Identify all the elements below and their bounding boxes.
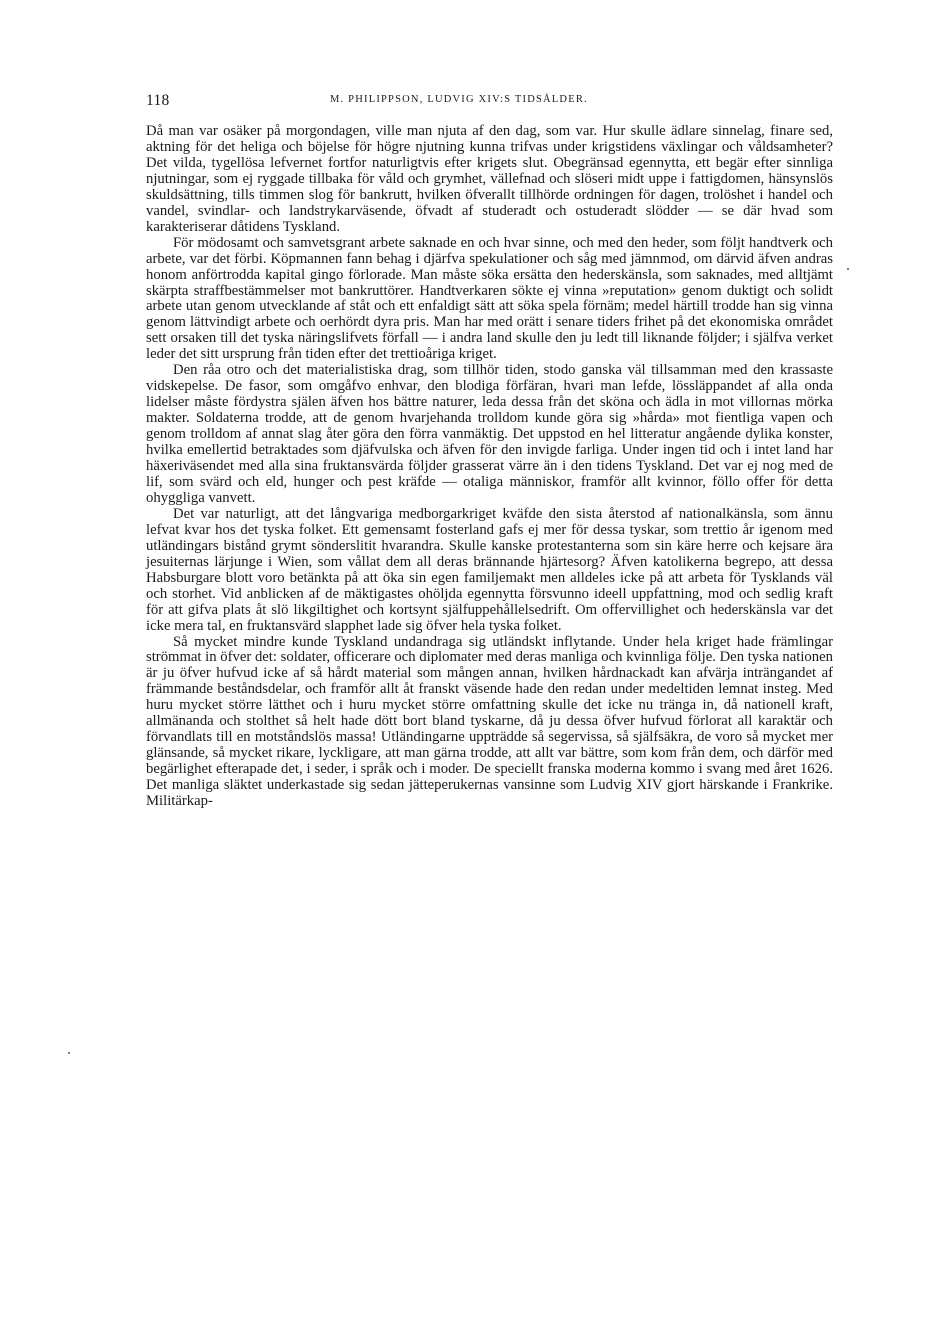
paragraph: Den råa otro och det materialistiska drag, som tillhör tiden, stodo ganska väl tillsamman med den krassaste vidskepelse. De fasor, som omgåfvo enhvar, den blodiga förfäran, hvari man lefde, lössläppandet af alla onda lidelser måste fördystra själen äfven hos bättre naturer, leda dessa från det sköna och ädla in mot villornas mörka makter. Soldaterna trodde, att de genom hvarjehanda trolldom kunde göra sig »hårda» mot fientliga vapen och genom trolldom af annat slag åter göra den förra vanmäktig. Det uppstod en hel litteratur angående dylika konster, hvilka emellertid betraktades som djäfvulska och äfven för den invigde farliga. Under ingen tid och i intet land har häxeriväsendet med alla sina fruktansvärda följder grasserat värre än i den tidens Tyskland. Det var ej nog med de lif, som svärd och eld, hunger och pest kräfde — otaliga människor, framför allt kvinnor, föllo offer för detta ohyggliga vanvett. [146,362,833,506]
body-text [146,124,833,810]
paragraph: Det var naturligt, att det långvariga medborgarkriget kväfde den sista återstod af nationalkänsla, som ännu lefvat kvar hos det tyska folket. Ett gemensamt fosterland gafs ej mer för dessa tyskar, som trettio år igenom med utländingars bistånd grymt sönderslitit hvarandra. Skulle kanske protestanterna som sin käre herre och kejsare ära jesuiternas lärjunge i Wien, som vållat dem all deras brännande hjärtesorg? Äfven katolikerna begrepo, att dessa Habsburgare blott voro betänkta på att öka sin egen familjemakt men alldeles icke på att arbeta för Tysklands väl och storhet. Vid anblicken af de mäktigastes ohöljda egennytta försvunno ideell uppfattning, mod och sedlig kraft för att gifva plats åt slö likgiltighet och kortsynt själfuppehållelsedrift. Om offervillighet och hederskänsla var det icke mera tal, en fruktansvärd slapphet lade sig öfver hela tyska folket. [146,505,833,634]
scan-speck [847,268,849,270]
paragraph: Då man var osäker på morgondagen, ville man njuta af den dag, som var. Hur skulle ädlare sinnelag, finare sed, aktning för det heliga och böjelse för högre njutning kunna trifvas under krigstidens växlingar och våldsamheter? Det vilda, tygellösa lefvernet fortfor naturligtvis efter krigets slut. Obegränsad egennytta, ett begär efter sinnliga njutningar, som ej ryggade tillbaka för våld och grymhet, vällefnad och slöseri midt uppe i fattigdomen, hänsynslös skuldsättning, tills timmen slog för bankrutt, hvilken öfverallt tillhörde ordningen för dagen, trolöshet i handel och vandel, svindlar- och landstrykarväsende, öfvadt af studeradt och ostuderadt slödder — se där hvad som karakteriserar dåtidens Tyskland. [146,123,833,235]
page-number: 118 [146,92,170,109]
scan-speck [68,1052,70,1054]
paragraph: Så mycket mindre kunde Tyskland undandraga sig utländskt inflytande. Under hela kriget hade främlingar strömmat in öfver det: soldater, officerare och diplomater med deras manliga och kvinnliga följe. Den tyska nationen är ju öfver hufvud icke af så hårdt material som mången annan, hvilken hårdnackadt kan afvärja inträngandet af främmande beståndsdelar, och framför allt åt franskt väsende hade den redan under medeltiden lemnat insteg. Med huru mycket större lätthet och i huru mycket större omfattning skulle det icke nu tränga in, då nationell kraft, allmänanda och stolthet så helt hade dött bort bland tyskarne, då ju dessa öfver hufvud förlorat all karaktär och förvandlats till en motståndslös massa! Utländingarne uppträdde så segervissa, så själfsäkra, de voro så mycket mer glänsande, så mycket rikare, lyckligare, att man gärna trodde, att allt var bättre, som kom från dem, och därför med begärlighet efterapade det, i seder, i språk och i moder. De speciellt franska moderna kommo i svang med året 1626. Det manliga släktet underkastade sig sedan jätteperukernas vansinne som Ludvig XIV gjort härskande i Frankrike. Militärkap- [146,633,833,810]
page-header [146,92,833,112]
paragraph: För mödosamt och samvetsgrant arbete saknade en och hvar sinne, och med den heder, som följt handtverk och arbete, var det förbi. Köpmannen fann behag i djärfva spekulationer och såg med jämnmod, om därvid äfven andras honom anförtrodda kapital gingo förlorade. Man måste söka ersätta den hederskänsla, som saknades, med alltjämt skärpta straffbestämmelser mot bankruttörer. Handtverkaren sökte ej vinna »reputation» genom duktigt och solidt arbete utan genom utvecklande af ståt och ett enfaldigt sätt att söka spela förnäm; medel härtill trodde han sig vinna genom lättvindigt arbete och oerhördt dyra pris. Man har med orätt i senare tiders frihet på det ekonomiska området sett orsaken till det tyska näringslifvets förfall — i andra land skulle den ju ledt till liknande följder; i själfva verket leder det sitt ursprung från tiden efter det trettioåriga kriget. [146,234,833,363]
running-head: M. PHILIPPSON, LUDVIG XIV:S TIDSÅLDER. [330,94,588,105]
